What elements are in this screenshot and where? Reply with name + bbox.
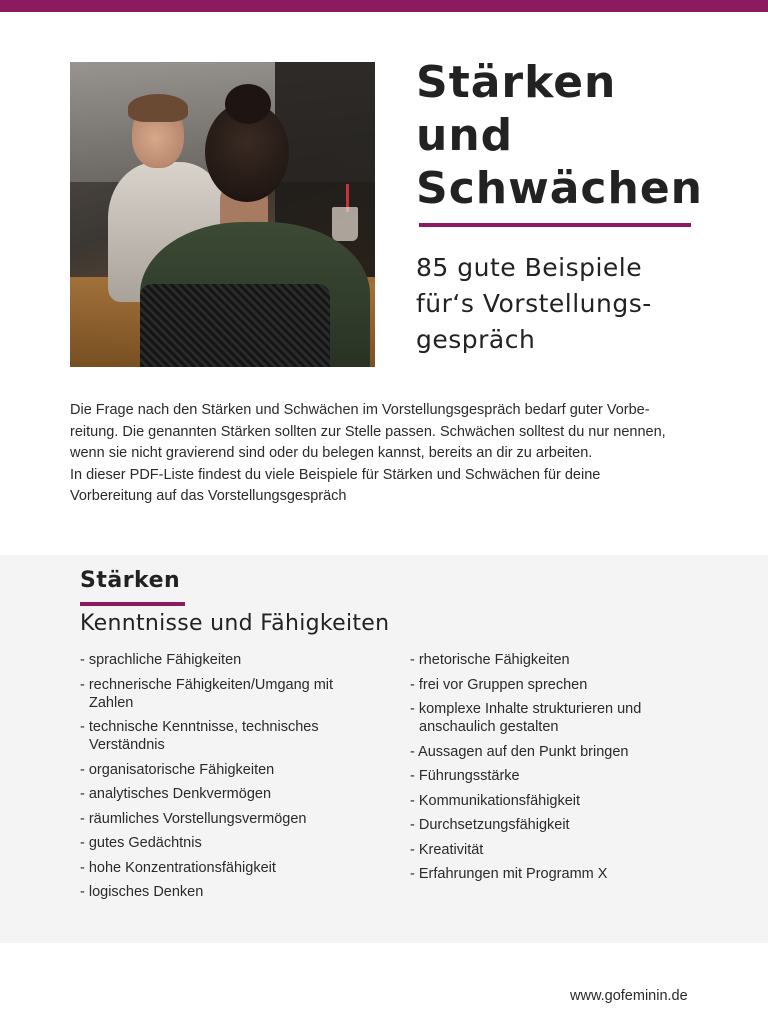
top-accent-bar bbox=[0, 0, 768, 12]
title-line: Schwächen bbox=[416, 163, 704, 214]
strengths-list-right bbox=[410, 651, 710, 890]
title-line: und bbox=[416, 110, 514, 161]
list-item: - räumliches Vorstellungsvermögen bbox=[80, 810, 307, 827]
subtitle-line: 85 gute Beispiele bbox=[416, 253, 643, 282]
list-item: - gutes Gedächtnis bbox=[80, 835, 202, 851]
list-item: - organisatorische Fähigkeiten bbox=[80, 761, 275, 778]
title-divider bbox=[419, 223, 691, 227]
intro-line: reitung. Die genannten Stärken sollten zur Stelle passen. Schwächen solltest du nur nennen, bbox=[70, 423, 666, 440]
photo-chair bbox=[140, 284, 330, 367]
list-item: - frei vor Gruppen sprechen bbox=[410, 676, 588, 693]
list-item: - Erfahrungen mit Programm X bbox=[410, 866, 608, 882]
list-item: - analytisches Denkvermögen bbox=[80, 786, 272, 802]
interview-photo bbox=[70, 62, 375, 367]
photo-man-hair bbox=[128, 94, 188, 122]
list-item: - rechnerische Fähigkeiten/Umgang mit Zahlen bbox=[80, 676, 334, 711]
list-item: - rhetorische Fähigkeiten bbox=[410, 652, 570, 668]
strengths-list-left bbox=[80, 651, 380, 908]
title-line: Stärken bbox=[416, 57, 617, 108]
list-item: - Führungsstärke bbox=[410, 768, 520, 784]
intro-line: Vorbereitung auf das Vorstellungsgespräch bbox=[70, 488, 347, 504]
section-heading: Stärken bbox=[80, 568, 181, 593]
intro-line: Die Frage nach den Stärken und Schwächen im Vorstellungsgespräch bedarf guter Vorbe- bbox=[70, 402, 650, 418]
list-item: - Durchsetzungsfähigkeit bbox=[410, 817, 570, 833]
list-item: - technische Kenntnisse, technisches Verständnis bbox=[80, 719, 319, 753]
intro-paragraph bbox=[70, 400, 710, 508]
section-subheading: Kenntnisse und Fähigkeiten bbox=[80, 611, 390, 636]
subtitle-line: für‘s Vorstellungs- bbox=[416, 289, 652, 318]
list-item: - logisches Denken bbox=[80, 884, 204, 900]
photo-woman-bun bbox=[225, 84, 271, 124]
list-item: - sprachliche Fähigkeiten bbox=[80, 652, 242, 668]
list-item: - komplexe Inhalte strukturieren und anschaulich gestalten bbox=[410, 701, 642, 735]
photo-cup bbox=[332, 207, 358, 241]
list-item: - Kommunikationsfähigkeit bbox=[410, 792, 581, 809]
page-title bbox=[416, 56, 746, 215]
list-item: - hohe Konzentrationsfähigkeit bbox=[80, 859, 276, 876]
subtitle-line: gespräch bbox=[416, 325, 536, 354]
list-item: - Aussagen auf den Punkt bringen bbox=[410, 743, 629, 760]
section-divider bbox=[80, 602, 185, 606]
page-subtitle bbox=[416, 250, 736, 358]
list-item: - Kreativität bbox=[410, 841, 484, 858]
intro-line: wenn sie nicht gravierend sind oder du belegen kannst, bereits an dir zu arbeiten. bbox=[70, 445, 593, 461]
intro-line: In dieser PDF-Liste findest du viele Beispiele für Stärken und Schwächen für deine bbox=[70, 466, 601, 483]
footer-url: www.gofeminin.de bbox=[570, 988, 688, 1004]
